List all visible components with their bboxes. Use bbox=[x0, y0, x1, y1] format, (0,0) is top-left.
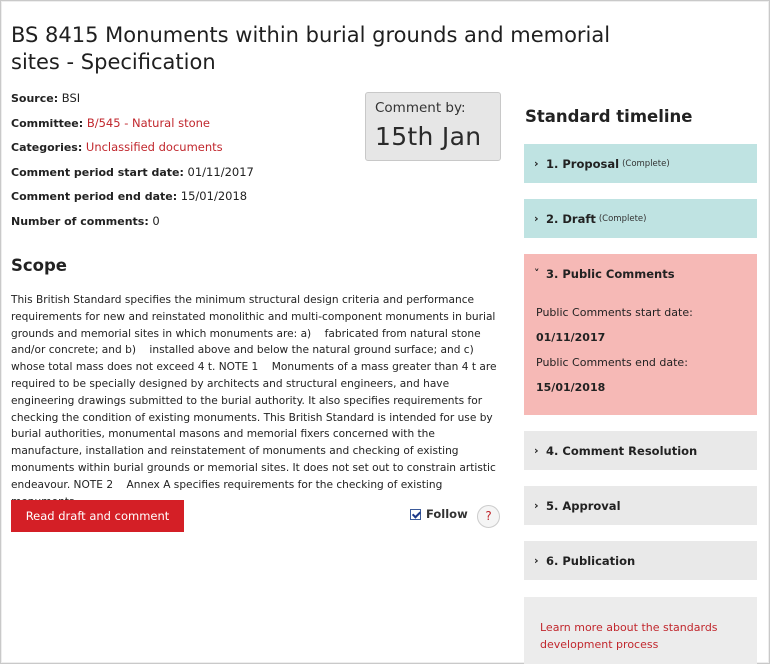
meta-end-label: Comment period end date: bbox=[11, 190, 178, 203]
meta-categories-label: Categories: bbox=[11, 141, 83, 154]
meta-end-value: 15/01/2018 bbox=[180, 189, 248, 203]
meta-count-label: Number of comments: bbox=[11, 214, 149, 228]
meta-categories bbox=[11, 137, 351, 162]
learn-more-link[interactable]: Learn more about the standards development process bbox=[540, 621, 718, 651]
chevron-right-icon: › bbox=[534, 212, 539, 225]
meta-end-date bbox=[11, 186, 351, 211]
committee-link[interactable]: B/545 - Natural stone bbox=[86, 115, 210, 130]
timeline-heading: Standard timeline bbox=[525, 107, 693, 126]
timeline-item-label: 4. Comment Resolution bbox=[546, 443, 698, 458]
chevron-right-icon: › bbox=[534, 157, 539, 170]
meta-comment-count bbox=[11, 211, 351, 236]
checkbox-checked-icon[interactable] bbox=[410, 509, 421, 520]
timeline-item-approval[interactable] bbox=[524, 486, 757, 525]
chevron-right-icon: › bbox=[534, 499, 539, 512]
meta-source-value: BSI bbox=[61, 91, 81, 105]
chevron-right-icon: › bbox=[534, 444, 539, 457]
meta-start-value: 01/11/2017 bbox=[187, 164, 254, 179]
meta-source bbox=[11, 88, 351, 113]
read-draft-button[interactable]: Read draft and comment bbox=[11, 500, 184, 532]
scope-heading: Scope bbox=[11, 256, 68, 275]
meta-count-value: 0 bbox=[152, 213, 160, 228]
timeline-item-label: 2. Draft bbox=[546, 211, 596, 226]
timeline-item-proposal[interactable] bbox=[524, 144, 757, 183]
timeline-item-status: (Complete) bbox=[598, 213, 647, 224]
categories-link[interactable]: Unclassified documents bbox=[85, 140, 223, 154]
timeline-item-draft[interactable] bbox=[524, 199, 757, 238]
public-comments-end-value: 15/01/2018 bbox=[536, 381, 606, 394]
meta-committee bbox=[11, 113, 351, 138]
public-comments-details bbox=[524, 293, 757, 415]
chevron-down-icon: ˅ bbox=[534, 267, 540, 280]
learn-more-panel bbox=[524, 597, 757, 664]
comment-by-label: Comment by: bbox=[375, 100, 466, 116]
help-button[interactable]: ? bbox=[477, 505, 500, 528]
timeline-item-publication[interactable] bbox=[524, 541, 757, 580]
standard-meta bbox=[11, 88, 351, 235]
meta-start-date bbox=[11, 162, 351, 187]
comment-by-date: 15th Jan bbox=[375, 122, 482, 151]
timeline-item-comment-resolution[interactable] bbox=[524, 431, 757, 470]
public-comments-end-label: Public Comments end date: bbox=[536, 356, 688, 369]
follow-label: Follow bbox=[426, 507, 468, 521]
public-comments-start-label: Public Comments start date: bbox=[536, 306, 693, 319]
scope-text: This British Standard specifies the minimum structural design criteria and performance requirements for new and reinstated monolithic and multi-component monuments in burial grounds and memorial sites in which monuments are: a) fabricated from natural stone and/or concrete; and b) installed above and below the natural ground surface; and c) whose total mass does not exceed 4 t. NOTE 1 Monuments of a mass greater than 4 t are required to be specially designed by architects and structural engineers, and have engineering drawings submitted to the burial authority. It also specifies requirements for checking the condition of existing monuments. This British Standard is intended for use by burial authorities, monumental masons and memorial fixers concerned with the manufacture, installation and reinstatement of monuments and checking of existing monuments within burial grounds or memorial sites. It does not set out to constrain artistic endeavour. NOTE 2 Annex A specifies requirements for the checking of existing bbox=[11, 294, 497, 491]
page-title: BS 8415 Monuments within burial grounds and memorial sites - Specification bbox=[11, 23, 611, 74]
timeline-item-label: 1. Proposal bbox=[546, 156, 620, 171]
meta-committee-label: Committee: bbox=[11, 116, 84, 130]
comment-by-box bbox=[365, 92, 501, 161]
timeline-item-label: 3. Public Comments bbox=[546, 266, 675, 281]
timeline-item-label: 6. Publication bbox=[546, 553, 636, 568]
timeline-item-status: (Complete) bbox=[622, 158, 670, 169]
public-comments-start-value: 01/11/2017 bbox=[536, 331, 606, 344]
chevron-right-icon: › bbox=[534, 554, 539, 567]
follow-toggle[interactable] bbox=[410, 507, 468, 521]
timeline-item-label: 5. Approval bbox=[546, 498, 621, 513]
meta-start-label: Comment period start date: bbox=[11, 165, 184, 179]
timeline-item-public-comments[interactable] bbox=[524, 254, 757, 293]
meta-source-label: Source: bbox=[11, 92, 59, 105]
